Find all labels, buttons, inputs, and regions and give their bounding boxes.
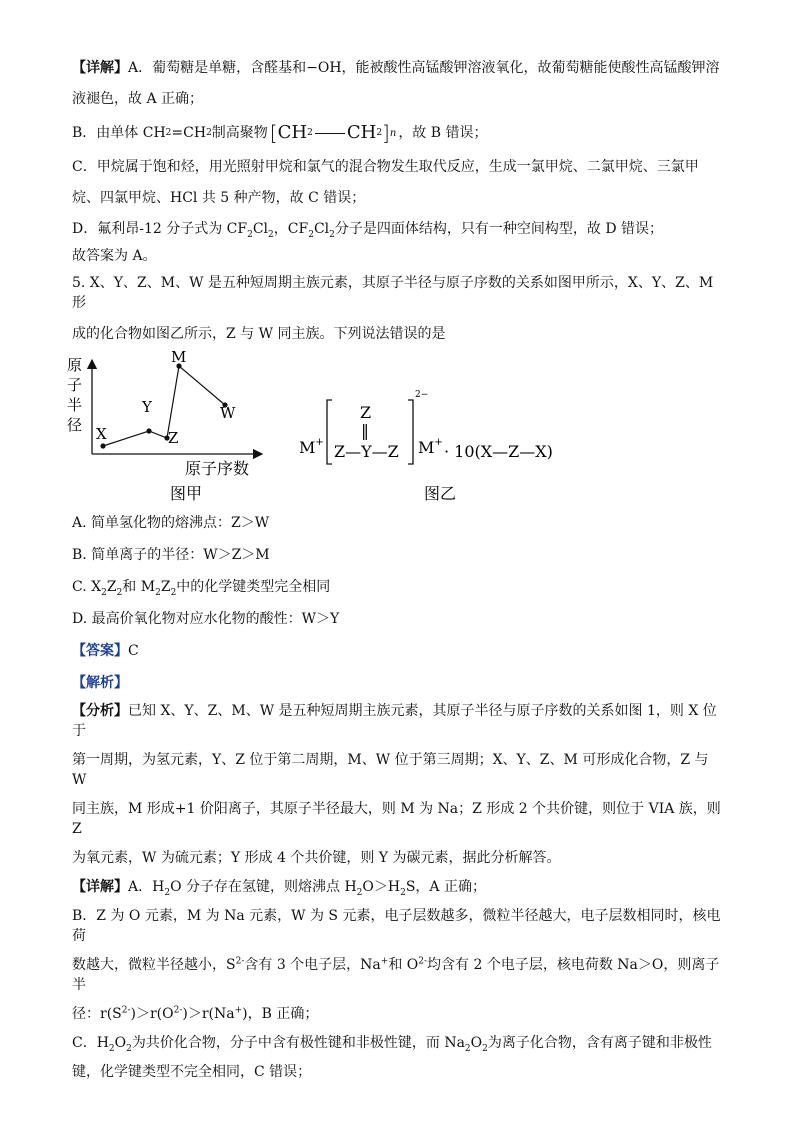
analysis-fenxi-4: 为氧元素，W 为硫元素；Y 形成 4 个共价键，则 Y 为碳元素，据此分析解答。 xyxy=(72,850,561,866)
left-bracket xyxy=(327,400,332,464)
analysis-tag: 【解析】 xyxy=(72,675,128,691)
analysis-detail-b-3: 径：$r(S^{2-})>r(O^{2-})>r(Na^+)$，B 正确； xyxy=(72,1005,319,1022)
question-stem: 5. X、Y、Z、M、W 是五种短周期主族元素，其原子半径与原子序数的关系如图甲所示，X、Y、Z、M 形 xyxy=(72,275,714,311)
prev-detail-c: C．甲烷属于饱和烃，用光照射甲烷和氯气的混合物发生取代反应，生成一氯甲烷、二氯甲烷、三氯甲 xyxy=(72,159,699,175)
y-axis-label-1: 原 xyxy=(67,356,83,374)
label-w: W xyxy=(220,404,236,422)
analysis-detail-c-2: 键，化学键类型不完全相同，C 错误； xyxy=(72,1064,312,1080)
double-bond: ‖ xyxy=(361,421,369,440)
label-m: M xyxy=(171,350,187,366)
analysis-detail-b: B．Z 为 O 元素，M 为 Na 元素，W 为 S 元素，电子层数越多，微粒半径越大，电子层数相同时，核电荷 xyxy=(72,908,721,944)
answer-tag: 【答案】 xyxy=(72,643,128,659)
answer-value: C xyxy=(128,643,139,659)
analysis-detail-a: 【详解】A．$H_2O$ 分子存在氢键，则熔沸点 $H_2O>H_2S$，A 正确； xyxy=(72,879,486,898)
y-axis-label-3: 半 xyxy=(67,396,83,414)
prev-detail-d: D．氟利昂-12 分子式为 $CF_2Cl_2$，$CF_2Cl_2$分子是四面体结构，只有一种空间构型，故 D 错误； xyxy=(72,221,664,240)
prev-detail-b: B．由单体 CH 2 =CH 2 制高聚物 [ CH 2 CH 2 ] n ，故 B 错误； xyxy=(72,121,488,145)
option-d: D. 最高价氧化物对应水化物的酸性：W＞Y xyxy=(72,611,340,627)
top-z: Z xyxy=(360,403,372,422)
right-bracket xyxy=(408,400,413,464)
prev-detail-a-cont: 液褪色，故 A 正确； xyxy=(72,91,204,107)
y-axis-label-4: 径 xyxy=(67,416,83,434)
x-axis-label: 原子序数 xyxy=(185,459,250,478)
m-right: M+ xyxy=(418,437,443,457)
water-tail: · 10(X—Z—X) xyxy=(444,442,553,461)
series-line xyxy=(103,366,225,446)
point-y xyxy=(146,428,151,433)
analysis-fenxi-3: 同主族，M 形成+1 价阳离子，其原子半径最大，则 M 为 Na；Z 形成 2 个共价键，则位于 VIA 族，则 Z xyxy=(72,801,721,837)
prev-detail-a: 【详解】A．葡萄糖是单糖，含醛基和−OH，能被酸性高锰酸钾溶液氧化，故葡萄糖能使酸性高锰酸钾溶 xyxy=(72,60,720,76)
figure-a-caption: 图甲 xyxy=(170,484,203,503)
option-a: A. 简单氢化物的熔沸点：Z＞W xyxy=(72,515,270,531)
figure-a-chart xyxy=(67,350,277,505)
polyethylene-formula: [ CH 2 CH 2 ] n xyxy=(269,121,397,145)
option-c: C. $X_2Z_2$和 $M_2Z_2$中的化学键类型完全相同 xyxy=(72,579,331,598)
analysis-fenxi-2: 第一周期，为氢元素，Y、Z 位于第二周期，M、W 位于第三周期；X、Y、Z、M 可形成化合物，Z 与 W xyxy=(72,752,709,788)
figure-b-structure xyxy=(294,350,594,505)
analysis-fenxi: 【分析】已知 X、Y、Z、M、W 是五种短周期主族元素，其原子半径与原子序数的关系如图 1，则 X 位于 xyxy=(72,703,717,739)
label-x: X xyxy=(96,425,107,443)
anion-charge: 2− xyxy=(415,390,429,400)
anion-core: Z—Y—Z xyxy=(334,442,399,461)
prev-conclusion: 故答案为 A。 xyxy=(72,248,157,264)
analysis-detail-b-2: 数越大，微粒半径越小，$S^{2-}$含有 3 个电子层，Na+和 $O^{2-}$均含有 2 个电子层，核电荷数 Na＞O，则离子半 xyxy=(72,956,720,993)
detail-tag: 【详解】 xyxy=(72,60,128,76)
analysis-detail-c: C．$H_2O_2$为共价化合物，分子中含有极性键和非极性键，而 $Na_2O_2$为离子化合物，含有离子键和非极性 xyxy=(72,1035,712,1054)
y-axis-label-2: 子 xyxy=(67,376,83,394)
answer-line xyxy=(72,641,722,661)
option-b: B. 简单离子的半径：W＞Z＞M xyxy=(72,547,270,563)
bond-line xyxy=(315,133,345,134)
label-y: Y xyxy=(142,398,152,416)
label-z: Z xyxy=(168,429,179,447)
point-x xyxy=(100,443,105,448)
document-page xyxy=(67,58,722,1082)
prev-detail-c-cont: 烷、四氯甲烷、HCl 共 5 种产物，故 C 错误； xyxy=(72,190,366,206)
figures xyxy=(67,350,722,505)
question-stem-cont: 成的化合物如图乙所示，Z 与 W 同主族。下列说法错误的是 xyxy=(72,326,446,342)
m-left: M+ xyxy=(299,437,324,457)
figure-b-caption: 图乙 xyxy=(424,484,457,503)
